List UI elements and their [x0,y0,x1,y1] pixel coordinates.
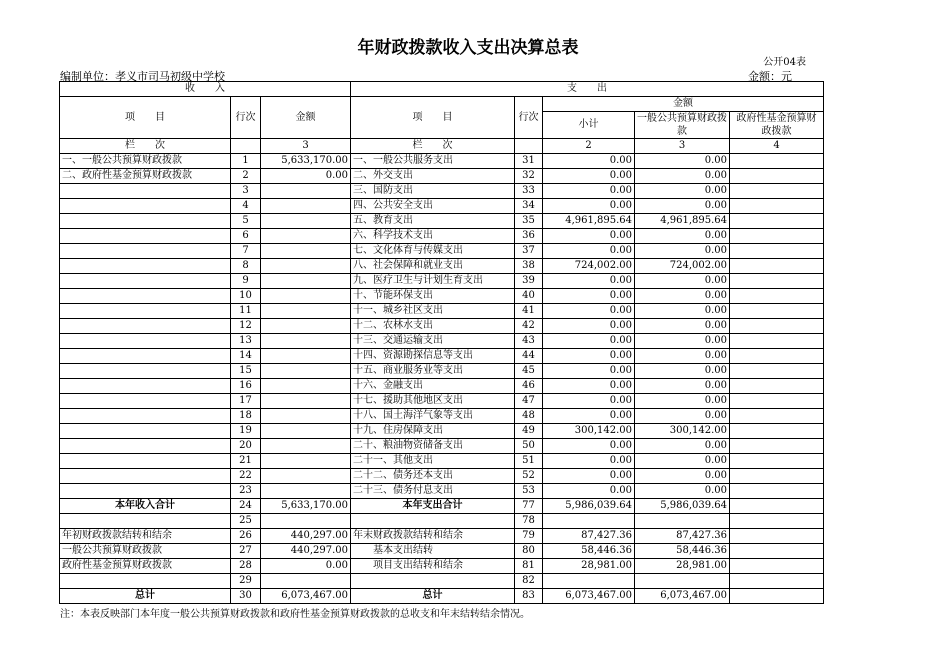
table-row [60,259,824,274]
income-item-cell [60,409,231,424]
expense-item-cell: 二十一、其他支出 [351,454,515,469]
general-budget-amount-cell: 0.00 [635,229,730,244]
expense-row-no-cell: 32 [515,169,543,184]
subtotal-amount-cell: 0.00 [543,169,635,184]
fund-budget-amount-cell [730,394,824,409]
income-item-cell [60,379,231,394]
table-row [60,394,824,409]
income-row-no-cell: 30 [231,589,261,604]
income-item-cell [60,574,231,589]
subtotal-amount-cell: 0.00 [543,334,635,349]
expense-row-no-cell: 52 [515,469,543,484]
subtotal-amount-cell: 28,981.00 [543,559,635,574]
general-budget-header: 一般公共预算财政拨款 [635,112,730,139]
expense-row-no-cell: 35 [515,214,543,229]
income-header: 收 入 [60,82,351,97]
general-budget-amount-cell: 0.00 [635,169,730,184]
fund-budget-amount-cell [730,169,824,184]
fund-budget-amount-cell [730,244,824,259]
column-index-label-2: 栏 次 [351,139,515,154]
subtotal-amount-cell: 0.00 [543,439,635,454]
subtotal-amount-cell: 4,961,895.64 [543,214,635,229]
form-code: 公开04表 [763,57,806,68]
expense-item-cell: 十八、国土海洋气象等支出 [351,409,515,424]
income-row-no-cell: 25 [231,514,261,529]
expense-row-no-cell: 31 [515,154,543,169]
income-amount-cell [261,334,351,349]
income-amount-cell [261,469,351,484]
table-row [60,199,824,214]
column-index-3: 3 [261,139,351,154]
income-item-cell [60,364,231,379]
income-row-no-cell: 21 [231,454,261,469]
fund-budget-amount-cell [730,499,824,514]
fund-budget-amount-cell [730,364,824,379]
income-row-no-cell: 15 [231,364,261,379]
income-amount-cell: 0.00 [261,559,351,574]
table-row [60,274,824,289]
expense-item-cell: 十一、城乡社区支出 [351,304,515,319]
table-row [60,589,824,604]
income-amount-cell [261,214,351,229]
expense-row-no-cell: 50 [515,439,543,454]
fund-budget-amount-cell [730,574,824,589]
fund-budget-amount-cell [730,484,824,499]
expense-item-cell: 十九、住房保障支出 [351,424,515,439]
table-row [60,184,824,199]
fund-budget-amount-cell [730,469,824,484]
table-row [60,559,824,574]
income-item-cell [60,319,231,334]
general-budget-amount-cell: 28,981.00 [635,559,730,574]
general-budget-amount-cell: 0.00 [635,244,730,259]
subtotal-amount-cell: 0.00 [543,199,635,214]
income-amount-cell [261,199,351,214]
general-budget-amount-cell: 0.00 [635,274,730,289]
income-row-no-cell: 3 [231,184,261,199]
table-row [60,349,824,364]
general-budget-amount-cell [635,574,730,589]
subtotal-amount-cell [543,574,635,589]
income-row-no-cell: 13 [231,334,261,349]
income-amount-cell [261,244,351,259]
income-row-no-cell: 10 [231,289,261,304]
income-row-no-cell: 23 [231,484,261,499]
income-row-no-cell: 7 [231,244,261,259]
income-row-no-cell: 27 [231,544,261,559]
expense-row-no-cell: 36 [515,229,543,244]
expense-row-no-cell: 39 [515,274,543,289]
expense-item-cell: 十、节能环保支出 [351,289,515,304]
income-row-no-cell: 5 [231,214,261,229]
table-row [60,499,824,514]
expense-item-cell: 三、国防支出 [351,184,515,199]
general-budget-amount-cell: 6,073,467.00 [635,589,730,604]
income-item-header: 项 目 [60,97,231,139]
income-amount-cell: 5,633,170.00 [261,499,351,514]
general-budget-amount-cell: 0.00 [635,289,730,304]
expense-item-cell: 六、科学技术支出 [351,229,515,244]
expense-row-no-cell: 34 [515,199,543,214]
income-item-cell: 政府性基金预算财政拨款 [60,559,231,574]
fund-budget-amount-cell [730,514,824,529]
general-budget-amount-cell: 0.00 [635,394,730,409]
table-row [60,169,824,184]
expense-row-no-cell: 41 [515,304,543,319]
expense-item-cell: 年末财政拨款结转和结余 [351,529,515,544]
expense-row-no-cell: 82 [515,574,543,589]
column-index-cell [515,139,543,154]
subtotal-header: 小计 [543,112,635,139]
income-item-cell [60,289,231,304]
fund-budget-amount-cell [730,589,824,604]
expense-item-cell: 十五、商业服务业等支出 [351,364,515,379]
expense-item-cell: 本年支出合计 [351,499,515,514]
general-budget-amount-cell: 0.00 [635,349,730,364]
expense-row-no-cell: 33 [515,184,543,199]
expense-row-no-cell: 43 [515,334,543,349]
income-amount-cell [261,409,351,424]
table-header [60,82,824,154]
expense-item-cell: 二十二、债务还本支出 [351,469,515,484]
table-row [60,364,824,379]
subtotal-amount-cell: 0.00 [543,184,635,199]
income-row-no-cell: 16 [231,379,261,394]
table-row [60,229,824,244]
subtotal-amount-cell: 0.00 [543,319,635,334]
fund-budget-amount-cell [730,289,824,304]
income-item-cell: 一、一般公共预算财政拨款 [60,154,231,169]
general-budget-amount-cell: 0.00 [635,304,730,319]
report-title: 年财政拨款收入支出决算总表 [357,38,579,58]
table-row [60,304,824,319]
expense-row-no-cell: 79 [515,529,543,544]
fund-budget-header: 政府性基金预算财政拨款 [730,112,824,139]
expense-row-no-cell: 53 [515,484,543,499]
general-budget-amount-cell: 0.00 [635,484,730,499]
reporting-unit: 编制单位：孝义市司马初级中学校 [60,70,225,83]
amount-unit: 金额：元 [748,70,792,83]
expense-item-cell: 十六、金融支出 [351,379,515,394]
column-index-cell [231,139,261,154]
table-row [60,484,824,499]
expense-row-no-cell: 81 [515,559,543,574]
fund-budget-amount-cell [730,349,824,364]
income-amount-cell [261,379,351,394]
table-row [60,334,824,349]
income-amount-cell [261,304,351,319]
income-amount-cell [261,259,351,274]
expense-item-cell: 二十三、债务付息支出 [351,484,515,499]
table-row [60,514,824,529]
income-amount-cell: 6,073,467.00 [261,589,351,604]
income-row-no-cell: 1 [231,154,261,169]
expense-row-no-cell: 47 [515,394,543,409]
table-row [60,469,824,484]
column-index-2b: 2 [543,139,635,154]
table-row [60,454,824,469]
expense-item-cell: 二、外交支出 [351,169,515,184]
income-amount-cell: 5,633,170.00 [261,154,351,169]
general-budget-amount-cell: 0.00 [635,409,730,424]
general-budget-amount-cell: 58,446.36 [635,544,730,559]
subtotal-amount-cell: 87,427.36 [543,529,635,544]
expense-row-no-cell: 51 [515,454,543,469]
subtotal-amount-cell: 724,002.00 [543,259,635,274]
expense-item-cell: 五、教育支出 [351,214,515,229]
table-body [60,154,824,604]
income-amount-cell [261,349,351,364]
income-amount-cell [261,229,351,244]
fund-budget-amount-cell [730,439,824,454]
expense-item-cell: 十二、农林水支出 [351,319,515,334]
expense-item-cell: 九、医疗卫生与计划生育支出 [351,274,515,289]
fund-budget-amount-cell [730,454,824,469]
expense-item-cell: 十四、资源勘探信息等支出 [351,349,515,364]
expense-item-cell: 总计 [351,589,515,604]
table-row [60,424,824,439]
expense-item-cell: 十三、交通运输支出 [351,334,515,349]
table-row [60,154,824,169]
income-amount-cell [261,319,351,334]
income-amount-cell [261,574,351,589]
subtotal-amount-cell: 5,986,039.64 [543,499,635,514]
income-amount-cell [261,424,351,439]
subtotal-amount-cell: 0.00 [543,379,635,394]
subtotal-amount-cell: 0.00 [543,364,635,379]
income-row-no-cell: 4 [231,199,261,214]
expense-row-no-header: 行次 [515,97,543,139]
fund-budget-amount-cell [730,184,824,199]
general-budget-amount-cell: 0.00 [635,319,730,334]
table-row [60,529,824,544]
subtotal-amount-cell: 0.00 [543,484,635,499]
expense-row-no-cell: 42 [515,319,543,334]
income-row-no-cell: 24 [231,499,261,514]
income-item-cell: 总计 [60,589,231,604]
column-index-label: 栏 次 [60,139,231,154]
table-row [60,409,824,424]
income-row-no-cell: 29 [231,574,261,589]
general-budget-amount-cell: 0.00 [635,454,730,469]
expense-item-cell [351,514,515,529]
income-row-no-cell: 2 [231,169,261,184]
expense-row-no-cell: 49 [515,424,543,439]
income-item-cell [60,394,231,409]
income-row-no-cell: 20 [231,439,261,454]
income-amount-cell [261,184,351,199]
subtotal-amount-cell [543,514,635,529]
subtotal-amount-cell: 0.00 [543,154,635,169]
general-budget-amount-cell: 0.00 [635,199,730,214]
income-amount-cell: 440,297.00 [261,544,351,559]
expense-item-cell: 项目支出结转和结余 [351,559,515,574]
table-row [60,289,824,304]
fund-budget-amount-cell [730,154,824,169]
subtotal-amount-cell: 0.00 [543,274,635,289]
subtotal-amount-cell: 0.00 [543,289,635,304]
income-row-no-cell: 8 [231,259,261,274]
general-budget-amount-cell: 0.00 [635,184,730,199]
income-item-cell [60,229,231,244]
fund-budget-amount-cell [730,334,824,349]
general-budget-amount-cell: 0.00 [635,334,730,349]
income-amount-cell [261,394,351,409]
expense-item-header: 项 目 [351,97,515,139]
expense-row-no-cell: 40 [515,289,543,304]
general-budget-amount-cell: 724,002.00 [635,259,730,274]
subtotal-amount-cell: 0.00 [543,394,635,409]
income-item-cell: 二、政府性基金预算财政拨款 [60,169,231,184]
income-amount-cell [261,274,351,289]
income-row-no-cell: 12 [231,319,261,334]
income-item-cell: 一般公共预算财政拨款 [60,544,231,559]
expense-item-cell: 十七、援助其他地区支出 [351,394,515,409]
fund-budget-amount-cell [730,229,824,244]
income-row-no-cell: 18 [231,409,261,424]
income-item-cell: 本年收入合计 [60,499,231,514]
expense-row-no-cell: 44 [515,349,543,364]
table-row [60,214,824,229]
general-budget-amount-cell: 4,961,895.64 [635,214,730,229]
income-item-cell [60,439,231,454]
fund-budget-amount-cell [730,544,824,559]
income-item-cell [60,214,231,229]
subtotal-amount-cell: 0.00 [543,304,635,319]
income-item-cell [60,199,231,214]
income-item-cell [60,349,231,364]
income-row-no-cell: 17 [231,394,261,409]
subtotal-amount-cell: 0.00 [543,454,635,469]
subtotal-amount-cell: 0.00 [543,349,635,364]
income-amount-cell [261,439,351,454]
income-amount-cell [261,454,351,469]
general-budget-amount-cell: 300,142.00 [635,424,730,439]
income-item-cell [60,304,231,319]
subtotal-amount-cell: 58,446.36 [543,544,635,559]
income-item-cell [60,454,231,469]
general-budget-amount-cell: 0.00 [635,439,730,454]
income-row-no-cell: 9 [231,274,261,289]
expense-item-cell: 一、一般公共服务支出 [351,154,515,169]
general-budget-amount-cell: 0.00 [635,364,730,379]
income-item-cell [60,514,231,529]
column-index-3b: 3 [635,139,730,154]
fund-budget-amount-cell [730,424,824,439]
income-row-no-cell: 11 [231,304,261,319]
general-budget-amount-cell: 87,427.36 [635,529,730,544]
expense-row-no-cell: 45 [515,364,543,379]
table-row [60,439,824,454]
expense-item-cell: 七、文化体育与传媒支出 [351,244,515,259]
expense-row-no-cell: 83 [515,589,543,604]
budget-table [59,81,824,604]
fund-budget-amount-cell [730,319,824,334]
table-row [60,379,824,394]
table-row [60,574,824,589]
subtotal-amount-cell: 0.00 [543,409,635,424]
general-budget-amount-cell: 0.00 [635,154,730,169]
fund-budget-amount-cell [730,379,824,394]
income-item-cell [60,274,231,289]
income-amount-header: 金额 [261,97,351,139]
fund-budget-amount-cell [730,199,824,214]
fund-budget-amount-cell [730,529,824,544]
income-row-no-cell: 19 [231,424,261,439]
expense-header: 支 出 [351,82,824,97]
income-item-cell [60,244,231,259]
expense-row-no-cell: 78 [515,514,543,529]
income-amount-cell [261,484,351,499]
general-budget-amount-cell: 0.00 [635,379,730,394]
income-item-cell [60,469,231,484]
expense-row-no-cell: 77 [515,499,543,514]
fund-budget-amount-cell [730,409,824,424]
income-row-no-cell: 28 [231,559,261,574]
subtotal-amount-cell: 300,142.00 [543,424,635,439]
expense-item-cell [351,574,515,589]
expense-row-no-cell: 38 [515,259,543,274]
expense-row-no-cell: 37 [515,244,543,259]
fund-budget-amount-cell [730,214,824,229]
subtotal-amount-cell: 6,073,467.00 [543,589,635,604]
income-item-cell [60,184,231,199]
column-index-4b: 4 [730,139,824,154]
income-row-no-cell: 26 [231,529,261,544]
expense-item-cell: 四、公共安全支出 [351,199,515,214]
income-item-cell [60,334,231,349]
income-item-cell: 年初财政拨款结转和结余 [60,529,231,544]
general-budget-amount-cell: 5,986,039.64 [635,499,730,514]
income-amount-cell [261,514,351,529]
expense-item-cell: 二十、粮油物资储备支出 [351,439,515,454]
fund-budget-amount-cell [730,274,824,289]
subtotal-amount-cell: 0.00 [543,469,635,484]
income-row-no-cell: 14 [231,349,261,364]
general-budget-amount-cell [635,514,730,529]
income-row-no-header: 行次 [231,97,261,139]
income-row-no-cell: 6 [231,229,261,244]
footnote: 注：本表反映部门本年度一般公共预算财政拨款和政府性基金预算财政拨款的总收支和年末结转结余情况。 [60,609,530,620]
income-item-cell [60,259,231,274]
subtotal-amount-cell: 0.00 [543,229,635,244]
table-row [60,244,824,259]
expense-item-cell: 基本支出结转 [351,544,515,559]
table-row [60,544,824,559]
income-item-cell [60,484,231,499]
fund-budget-amount-cell [730,304,824,319]
income-amount-cell [261,364,351,379]
income-row-no-cell: 22 [231,469,261,484]
expense-amount-header: 金额 [543,97,824,112]
income-amount-cell: 440,297.00 [261,529,351,544]
general-budget-amount-cell: 0.00 [635,469,730,484]
expense-item-cell: 八、社会保障和就业支出 [351,259,515,274]
income-item-cell [60,424,231,439]
subtotal-amount-cell: 0.00 [543,244,635,259]
income-amount-cell: 0.00 [261,169,351,184]
income-amount-cell [261,289,351,304]
expense-row-no-cell: 48 [515,409,543,424]
table-row [60,319,824,334]
expense-row-no-cell: 46 [515,379,543,394]
expense-row-no-cell: 80 [515,544,543,559]
fund-budget-amount-cell [730,259,824,274]
fund-budget-amount-cell [730,559,824,574]
